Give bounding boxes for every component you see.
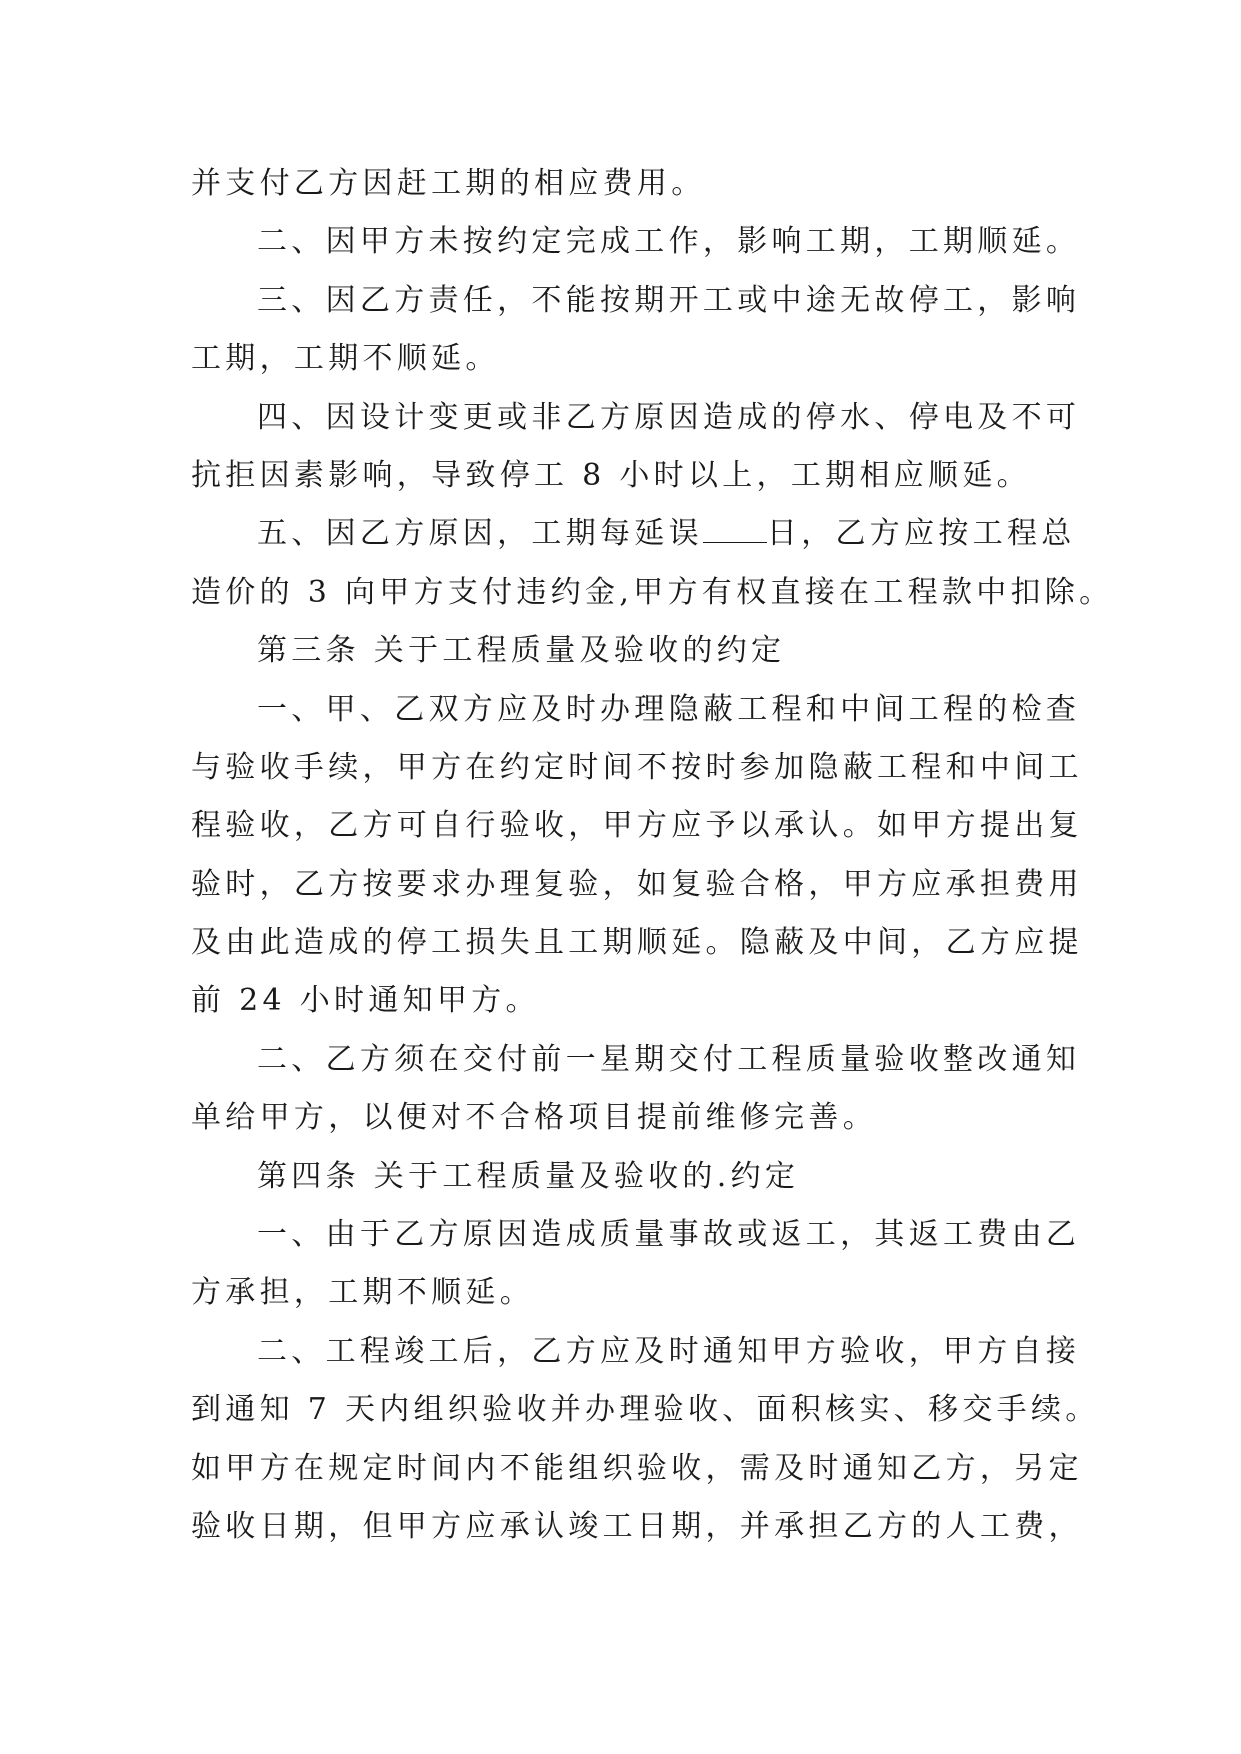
- text-line: 到通知 7 天内组织验收并办理验收、面积核实、移交手续。: [191, 1392, 1100, 1428]
- text-line: 二、工程竣工后，乙方应及时通知甲方验收，甲方自接: [257, 1333, 1081, 1369]
- text-line: 前 24 小时通知甲方。: [191, 983, 540, 1019]
- text-line: 验收日期，但甲方应承认竣工日期，并承担乙方的人工费，: [191, 1508, 1083, 1544]
- section-heading: 第四条 关于工程质量及验收的.约定: [257, 1158, 800, 1194]
- text-line: 并支付乙方因赶工期的相应费用。: [191, 166, 706, 201]
- text-line: 方承担，工期不顺延。: [191, 1275, 534, 1311]
- text-line: 四、因设计变更或非乙方原因造成的停水、停电及不可: [257, 399, 1081, 435]
- text-line: 二、因甲方未按约定完成工作，影响工期，工期顺延。: [257, 224, 1081, 260]
- text-line: 如甲方在规定时间内不能组织验收，需及时通知乙方，另定: [191, 1450, 1083, 1486]
- text-line: 三、因乙方责任，不能按期开工或中途无故停工，影响: [257, 282, 1081, 318]
- text-line: 及由此造成的停工损失且工期顺延。隐蔽及中间，乙方应提: [191, 925, 1083, 961]
- text-line: 抗拒因素影响，导致停工 8 小时以上，工期相应顺延。: [191, 457, 1031, 493]
- text-line: 一、由于乙方原因造成质量事故或返工，其返工费由乙: [257, 1217, 1081, 1253]
- text-line: 二、乙方须在交付前一星期交付工程质量验收整改通知: [257, 1041, 1081, 1077]
- text-line: 单给甲方，以便对不合格项目提前维修完善。: [191, 1100, 877, 1136]
- contract-text: [191, 155, 1114, 1556]
- fill-in-blank: [703, 518, 767, 543]
- text-line: 验时，乙方按要求办理复验，如复验合格，甲方应承担费用: [191, 866, 1083, 902]
- section-heading: 第三条 关于工程质量及验收的约定: [257, 633, 786, 669]
- text-line: 工期，工期不顺延。: [191, 341, 500, 377]
- text-line: 与验收手续，甲方在约定时间不按时参加隐蔽工程和中间工: [191, 749, 1083, 785]
- text-line-with-blank: [191, 505, 1081, 563]
- text-line: 造价的 3 向甲方支付违约金,甲方有权直接在工程款中扣除。: [191, 574, 1114, 610]
- text-line: 程验收，乙方可自行验收，甲方应予以承认。如甲方提出复: [191, 808, 1083, 844]
- text-segment: 五、因乙方原因，工期每延误: [257, 516, 703, 552]
- text-segment: 日，乙方应按工程总: [766, 516, 1076, 552]
- text-line: 一、甲、乙双方应及时办理隐蔽工程和中间工程的检查: [257, 691, 1081, 727]
